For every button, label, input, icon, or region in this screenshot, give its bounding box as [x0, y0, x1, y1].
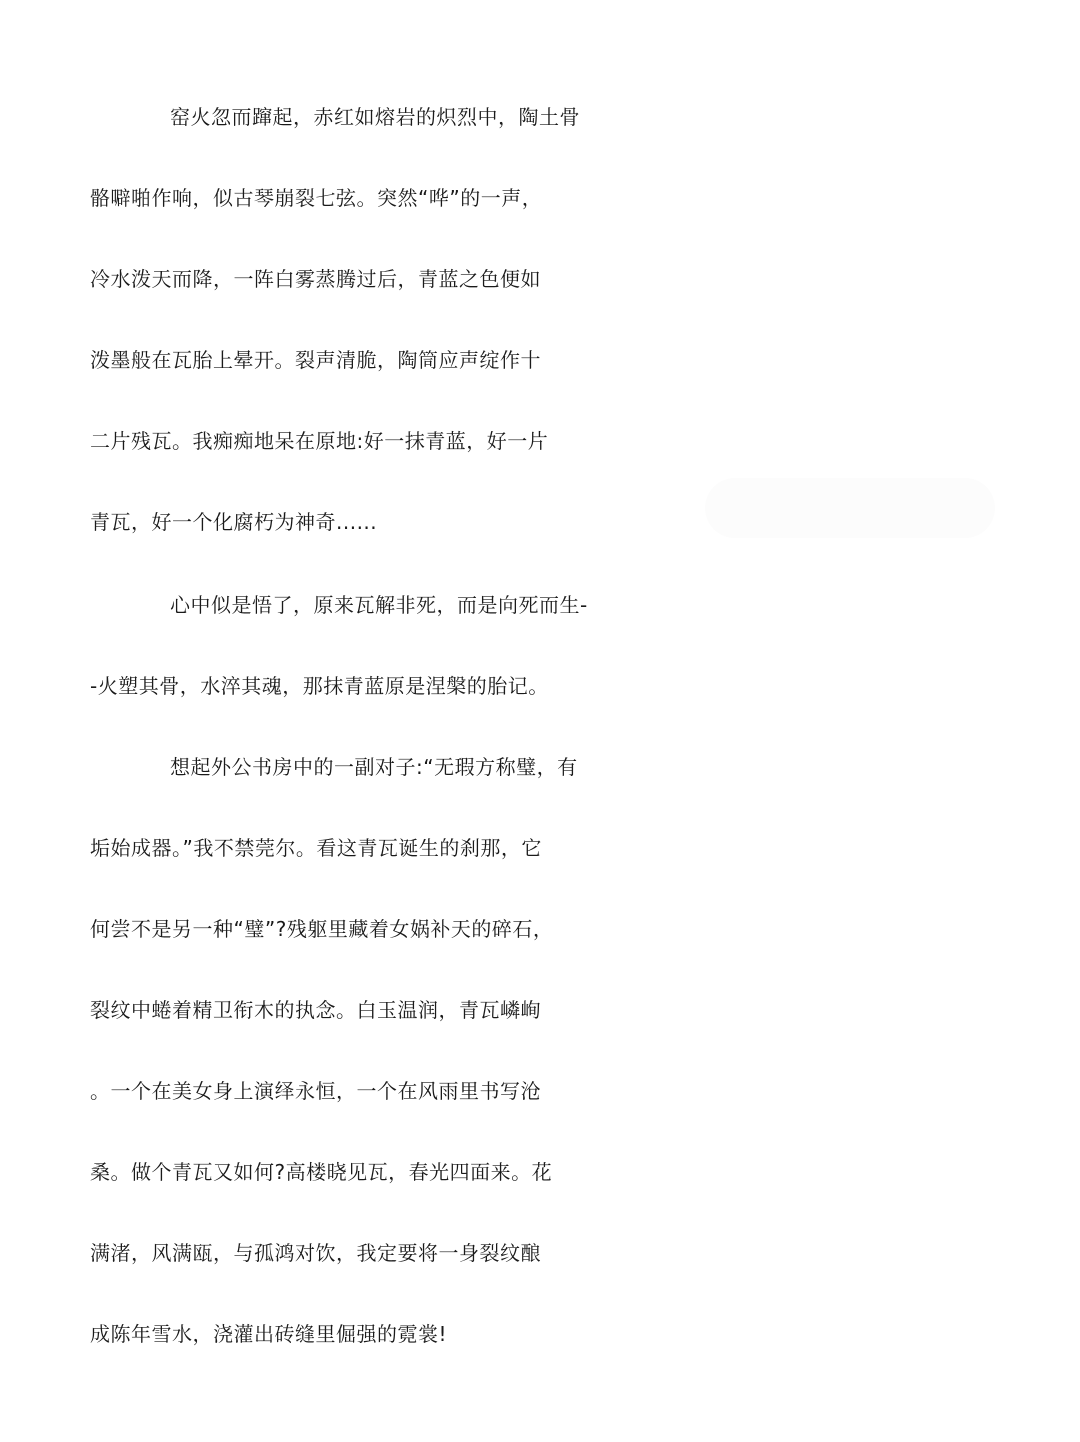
paragraph-3-line-3: 何尝不是另一种“璧”?残躯里藏着女娲补天的碎石， — [90, 917, 554, 941]
paragraph-3-line-1: 想起外公书房中的一副对子:“无瑕方称璧，有 — [170, 755, 578, 779]
paragraph-3-line-4: 裂纹中蜷着精卫衔木的执念。白玉温润，青瓦嶙峋 — [90, 998, 541, 1022]
paragraph-1-line-4: 泼墨般在瓦胎上晕开。裂声清脆，陶筒应声绽作十 — [90, 348, 541, 372]
paragraph-3-line-5: 。一个在美女身上演绎永恒，一个在风雨里书写沧 — [90, 1079, 541, 1103]
paragraph-1-line-1: 窑火忽而蹿起，赤红如熔岩的炽烈中，陶土骨 — [170, 105, 580, 129]
paragraph-1-line-6: 青瓦，好一个化腐朽为神奇...... — [90, 510, 378, 534]
paragraph-2-line-1: 心中似是悟了，原来瓦解非死，而是向死而生- — [170, 593, 588, 617]
paragraph-3-line-7: 满渚，风满瓯，与孤鸿对饮，我定要将一身裂纹酿 — [90, 1241, 541, 1265]
paragraph-3-line-2: 垢始成器。”我不禁莞尔。看这青瓦诞生的刹那，它 — [90, 836, 542, 860]
paragraph-1-line-5: 二片残瓦。我痴痴地呆在原地:好一抹青蓝，好一片 — [90, 429, 549, 453]
paragraph-1-line-2: 骼噼啪作响，似古琴崩裂七弦。突然“哗”的一声， — [90, 186, 543, 210]
paragraph-1-line-3: 冷水泼天而降，一阵白雾蒸腾过后，青蓝之色便如 — [90, 267, 541, 291]
paragraph-2-line-2: -火塑其骨，水淬其魂，那抹青蓝原是涅槃的胎记。 — [90, 674, 549, 698]
paragraph-3-line-8: 成陈年雪水，浇灌出砖缝里倔强的霓裳! — [90, 1322, 448, 1346]
paragraph-3-line-6: 桑。做个青瓦又如何?高楼晓见瓦，春光四面来。花 — [90, 1160, 553, 1184]
